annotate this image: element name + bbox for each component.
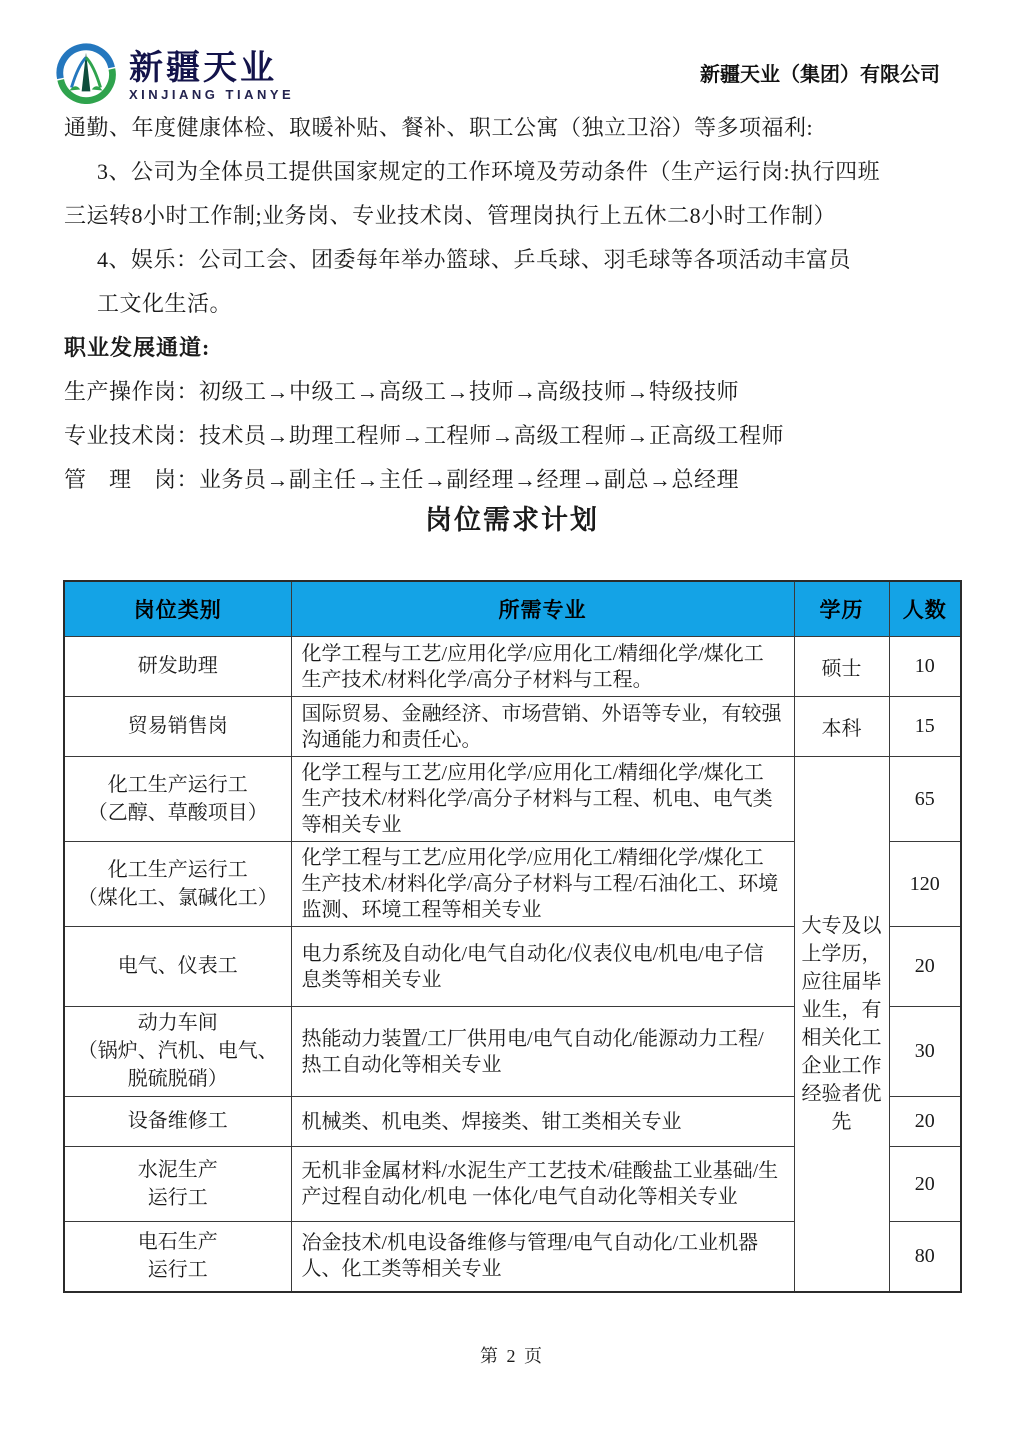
career-path-line: 专业技术岗：技术员→助理工程师→工程师→高级工程师→正高级工程师	[64, 423, 785, 448]
count-cell: 10	[889, 637, 961, 697]
career-path-heading: 职业发展通道:	[64, 335, 211, 360]
position-cell: 化工生产运行工 （乙醇、草酸项目）	[64, 757, 291, 842]
table-body	[64, 637, 961, 1292]
majors-cell: 冶金技术/机电设备维修与管理/电气自动化/工业机器人、化工类等相关专业	[291, 1222, 794, 1292]
count-cell: 20	[889, 1147, 961, 1222]
majors-cell: 国际贸易、金融经济、市场营销、外语等专业，有较强沟通能力和责任心。	[291, 697, 794, 757]
count-cell: 120	[889, 842, 961, 927]
position-cell: 化工生产运行工 （煤化工、氯碱化工）	[64, 842, 291, 927]
tianye-logo-icon	[55, 42, 117, 109]
count-cell: 80	[889, 1222, 961, 1292]
company-name: 新疆天业（集团）有限公司	[700, 64, 940, 86]
table-row	[64, 637, 961, 697]
body-line: 3、公司为全体员工提供国家规定的工作环境及劳动条件（生产运行岗:执行四班	[97, 159, 881, 184]
position-requirements-table	[63, 580, 962, 1293]
majors-cell: 电力系统及自动化/电气自动化/仪表仪电/机电/电子信息类等相关专业	[291, 927, 794, 1007]
majors-cell: 热能动力装置/工厂供用电/电气自动化/能源动力工程/热工自动化等相关专业	[291, 1007, 794, 1097]
body-line: 工文化生活。	[97, 291, 233, 316]
count-cell: 20	[889, 927, 961, 1007]
logo-en-text: XINJIANG TIANYE	[129, 86, 295, 102]
count-cell: 30	[889, 1007, 961, 1097]
body-line: 三运转8小时工作制;业务岗、专业技术岗、管理岗执行上五休二8小时工作制）	[64, 203, 837, 228]
table-title: 岗位需求计划	[425, 505, 599, 535]
header-cell-position: 岗位类别	[64, 581, 291, 637]
table-row	[64, 757, 961, 842]
position-cell: 水泥生产 运行工	[64, 1147, 291, 1222]
page-number: 第 2 页	[480, 1346, 544, 1366]
count-cell: 20	[889, 1097, 961, 1147]
count-cell: 15	[889, 697, 961, 757]
majors-cell: 化学工程与工艺/应用化学/应用化工/精细化学/煤化工生产技术/材料化学/高分子材料与工程/石油化工、环境监测、环境工程等相关专业	[291, 842, 794, 927]
position-cell: 动力车间 （锅炉、汽机、电气、 脱硫脱硝）	[64, 1007, 291, 1097]
body-line: 通勤、年度健康体检、取暖补贴、餐补、职工公寓（独立卫浴）等多项福利:	[64, 115, 814, 140]
majors-cell: 机械类、机电类、焊接类、钳工类相关专业	[291, 1097, 794, 1147]
body-line: 4、娱乐：公司工会、团委每年举办篮球、乒乓球、羽毛球等各项活动丰富员	[97, 247, 852, 272]
logo-cn-text: 新疆天业	[129, 48, 277, 87]
position-cell: 研发助理	[64, 637, 291, 697]
career-path-line: 生产操作岗：初级工→中级工→高级工→技师→高级技师→特级技师	[64, 379, 740, 404]
education-cell: 本科	[794, 697, 889, 757]
table-header-row	[64, 581, 961, 637]
count-cell: 65	[889, 757, 961, 842]
position-cell: 电石生产 运行工	[64, 1222, 291, 1292]
majors-cell: 化学工程与工艺/应用化学/应用化工/精细化学/煤化工生产技术/材料化学/高分子材料与工程、机电、电气类等相关专业	[291, 757, 794, 842]
career-path-line: 管 理 岗：业务员→副主任→主任→副经理→经理→副总→总经理	[64, 467, 740, 492]
majors-cell: 化学工程与工艺/应用化学/应用化工/精细化学/煤化工生产技术/材料化学/高分子材料与工程。	[291, 637, 794, 697]
position-cell: 设备维修工	[64, 1097, 291, 1147]
header-cell-education: 学历	[794, 581, 889, 637]
position-cell: 电气、仪表工	[64, 927, 291, 1007]
page-header	[55, 42, 940, 108]
header-cell-majors: 所需专业	[291, 581, 794, 637]
education-cell: 硕士	[794, 637, 889, 697]
education-merged-cell: 大专及以上学历，应往届毕业生，有相关化工企业工作经验者优先	[794, 757, 889, 1292]
body-text	[64, 106, 960, 502]
position-cell: 贸易销售岗	[64, 697, 291, 757]
header-cell-count: 人数	[889, 581, 961, 637]
table-row	[64, 697, 961, 757]
logo-wordmark	[129, 48, 295, 102]
majors-cell: 无机非金属材料/水泥生产工艺技术/硅酸盐工业基础/生产过程自动化/机电 一体化/电气自动化等相关专业	[291, 1147, 794, 1222]
